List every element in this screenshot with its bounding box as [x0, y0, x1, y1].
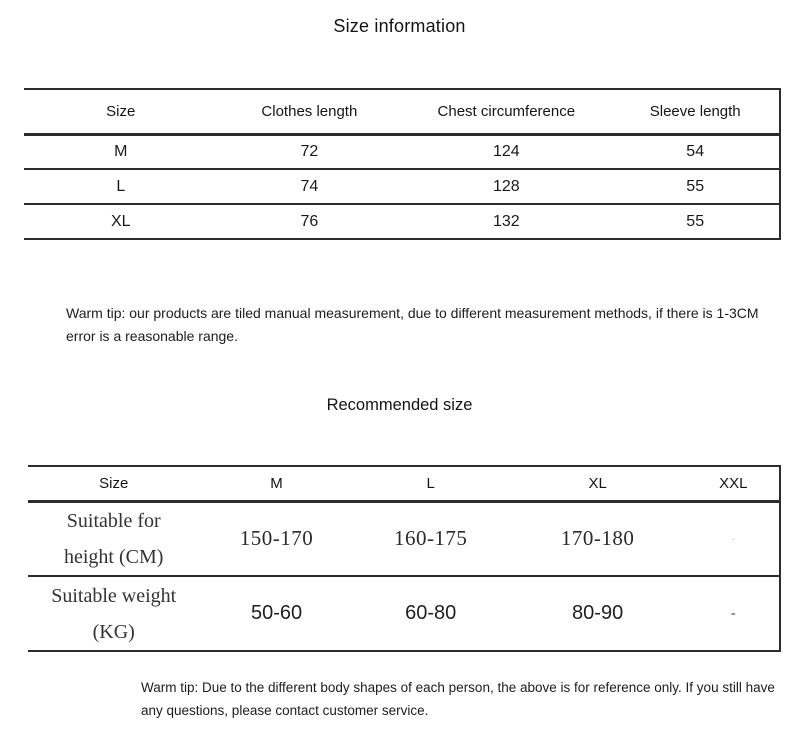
size-cell: M: [114, 142, 128, 160]
table-row-weight: [28, 576, 780, 651]
measurement-warm-tip: Warm tip: our products are tiled manual measurement, due to different measurement methods, if there is 1-3CM error is a reasonable range.: [66, 305, 759, 344]
sleeve-length-cell: 55: [686, 177, 705, 195]
clothes-length-cell: 72: [300, 142, 319, 160]
reference-warm-tip: Warm tip: Due to the different body shapes of each person, the above is for reference only. If you still have any questions, please contact customer service.: [141, 680, 775, 718]
row-label-line: Suitable weight: [51, 584, 177, 607]
row-label-line: height (CM): [64, 545, 164, 568]
table-row-l: [24, 169, 780, 204]
column-header-size: Size: [106, 102, 136, 120]
size-table-header-row: [24, 89, 780, 134]
weight-range-placeholder: -: [730, 605, 736, 622]
table-row-xl: [24, 204, 780, 239]
row-label-suitable-weight: [28, 576, 199, 651]
row-label-suitable-height: [28, 501, 199, 576]
recommended-size-table: [28, 465, 781, 652]
clothes-length-cell: 74: [300, 177, 319, 195]
weight-range-cell: 50-60: [250, 602, 303, 624]
chest-circumference-cell: 132: [492, 212, 520, 230]
row-label-line: Suitable for: [66, 509, 161, 532]
recommended-table-header-row: [28, 466, 780, 501]
row-label-line: (KG): [92, 620, 135, 643]
column-header-chest-circumference: Chest circumference: [437, 102, 576, 120]
chest-circumference-cell: 128: [492, 177, 520, 195]
size-measurements-table: [24, 88, 781, 240]
height-range-cell: 150-170: [239, 526, 314, 551]
weight-range-cell: 80-90: [572, 602, 624, 624]
column-header-clothes-length: Clothes length: [261, 102, 358, 120]
size-cell: L: [116, 177, 126, 195]
size-cell: XL: [110, 212, 131, 230]
recommended-size-title: Recommended size: [326, 396, 473, 414]
height-range-cell: 160-175: [393, 526, 468, 551]
column-header-size: Size: [99, 474, 129, 492]
weight-range-cell: 60-80: [405, 602, 457, 624]
column-header-l: L: [426, 474, 435, 492]
chest-circumference-cell: 124: [492, 142, 520, 160]
table-row-height: [28, 501, 780, 576]
table-row-m: [24, 134, 780, 169]
sleeve-length-cell: 54: [686, 142, 705, 160]
column-header-sleeve-length: Sleeve length: [649, 102, 741, 120]
column-header-xxl: XXL: [719, 474, 748, 492]
column-header-m: M: [270, 474, 283, 492]
height-range-placeholder: ·: [731, 531, 736, 547]
sleeve-length-cell: 55: [686, 212, 705, 230]
clothes-length-cell: 76: [300, 212, 319, 230]
column-header-xl: XL: [588, 474, 607, 492]
page-title: Size information: [333, 16, 466, 36]
height-range-cell: 170-180: [560, 526, 635, 551]
